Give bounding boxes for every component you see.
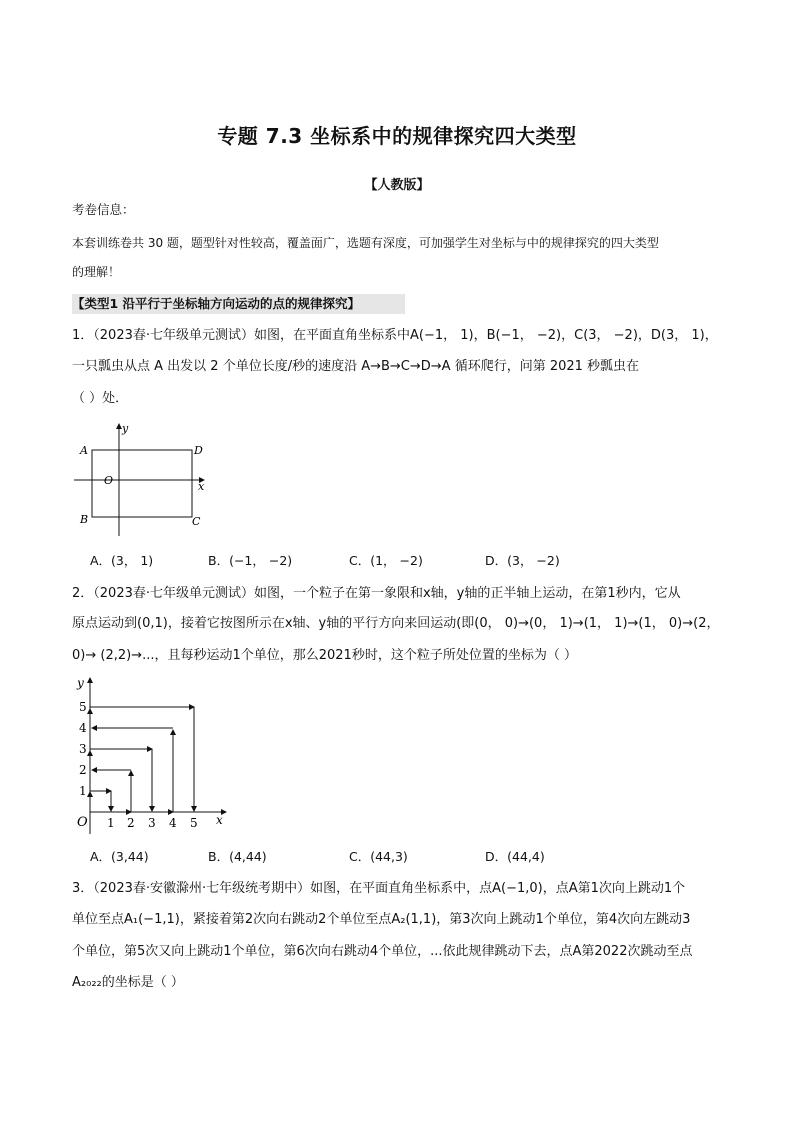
q2-option-d: D．(44,4) bbox=[485, 849, 545, 864]
q2-ytick-3: 3 bbox=[79, 742, 87, 756]
q1-option-a: A．(3， 1) bbox=[90, 553, 154, 568]
q1-option-c: C．(1， −2) bbox=[349, 553, 423, 568]
q2-ytick-4: 4 bbox=[79, 721, 87, 735]
q1-label-o: O bbox=[104, 474, 114, 487]
q3-line-4: A₂₀₂₂的坐标是（ ） bbox=[72, 975, 184, 990]
q2-xtick-2: 2 bbox=[127, 816, 135, 830]
q3-line-3: 个单位，第5次又向上跳动1个单位，第6次向右跳动4个单位，...依此规律跳动下去，点A第2022次跳动至点 bbox=[72, 944, 693, 959]
q1-label-c: C bbox=[192, 515, 201, 528]
q1-option-b: B．(−1， −2) bbox=[208, 553, 293, 568]
edition-label: 【人教版】 bbox=[364, 178, 430, 193]
q1-label-a: A bbox=[80, 444, 88, 457]
q3-line-1: 3．（2023春·安徽滁州·七年级统考期中）如图，在平面直角坐标系中，点A(−1,0)，点A第1次向上跳动1个 bbox=[72, 881, 686, 896]
intro-line-1: 本套训练卷共 30 题，题型针对性较高，覆盖面广，选题有深度，可加强学生对坐标与中的规律探究的四大类型 bbox=[72, 236, 659, 250]
q2-option-a: A．(3,44) bbox=[90, 849, 149, 864]
q1-line-2: 一只瓢虫从点 A 出发以 2 个单位长度/秒的速度沿 A→B→C→D→A 循环爬行，问第 2021 秒瓢虫在 bbox=[72, 359, 640, 374]
page-title: 专题 7.3 坐标系中的规律探究四大类型 bbox=[217, 124, 577, 148]
q2-xtick-1: 1 bbox=[107, 816, 115, 830]
intro-line-2: 的理解！ bbox=[72, 265, 121, 279]
q2-label-o: O bbox=[77, 815, 88, 830]
q2-option-b: B．(4,44) bbox=[208, 849, 267, 864]
q2-ytick-2: 2 bbox=[79, 763, 87, 777]
q1-label-y: y bbox=[122, 422, 129, 435]
q2-label-y: y bbox=[77, 676, 84, 690]
q2-option-c: C．(44,3) bbox=[349, 849, 408, 864]
type1-header: 【类型1 沿平行于坐标轴方向运动的点的规律探究】 bbox=[72, 294, 405, 314]
q2-line-3: 0)→ (2,2)→...，且每秒运动1个单位，那么2021秒时，这个粒子所处位置的坐标为（ ） bbox=[72, 648, 577, 663]
q2-particle-path-figure bbox=[72, 672, 232, 840]
q2-ytick-1: 1 bbox=[79, 784, 87, 798]
q2-xtick-4: 4 bbox=[169, 816, 177, 830]
q2-line-2: 原点运动到(0,1)，接着它按图所示在x轴、y轴的平行方向来回运动(即(0， 0)→(0， 1)→(1， 1)→(1， 0)→(2， bbox=[72, 616, 720, 631]
q1-label-d: D bbox=[194, 444, 203, 457]
q1-label-x: x bbox=[198, 480, 205, 493]
q2-ytick-5: 5 bbox=[79, 700, 87, 714]
q2-label-x: x bbox=[216, 813, 223, 827]
q2-line-1: 2．（2023春·七年级单元测试）如图，一个粒子在第一象限和x轴，y轴的正半轴上运动，在第1秒内，它从 bbox=[72, 586, 681, 601]
q2-xtick-5: 5 bbox=[190, 816, 198, 830]
q1-line-3: （ ）处． bbox=[72, 391, 129, 406]
q3-line-2: 单位至点A₁(−1,1)，紧接着第2次向右跳动2个单位至点A₂(1,1)，第3次向上跳动1个单位，第4次向左跳动3 bbox=[72, 912, 691, 927]
q2-xtick-3: 3 bbox=[148, 816, 156, 830]
q1-line-1: 1．（2023春·七年级单元测试）如图，在平面直角坐标系中A(−1， 1)，B(−1， −2)，C(3， −2)，D(3， 1)， bbox=[72, 328, 718, 343]
q1-option-d: D．(3， −2) bbox=[485, 553, 560, 568]
q1-rectangle-figure bbox=[72, 418, 222, 540]
q1-label-b: B bbox=[80, 513, 89, 526]
exam-info-label: 考卷信息： bbox=[72, 202, 135, 217]
